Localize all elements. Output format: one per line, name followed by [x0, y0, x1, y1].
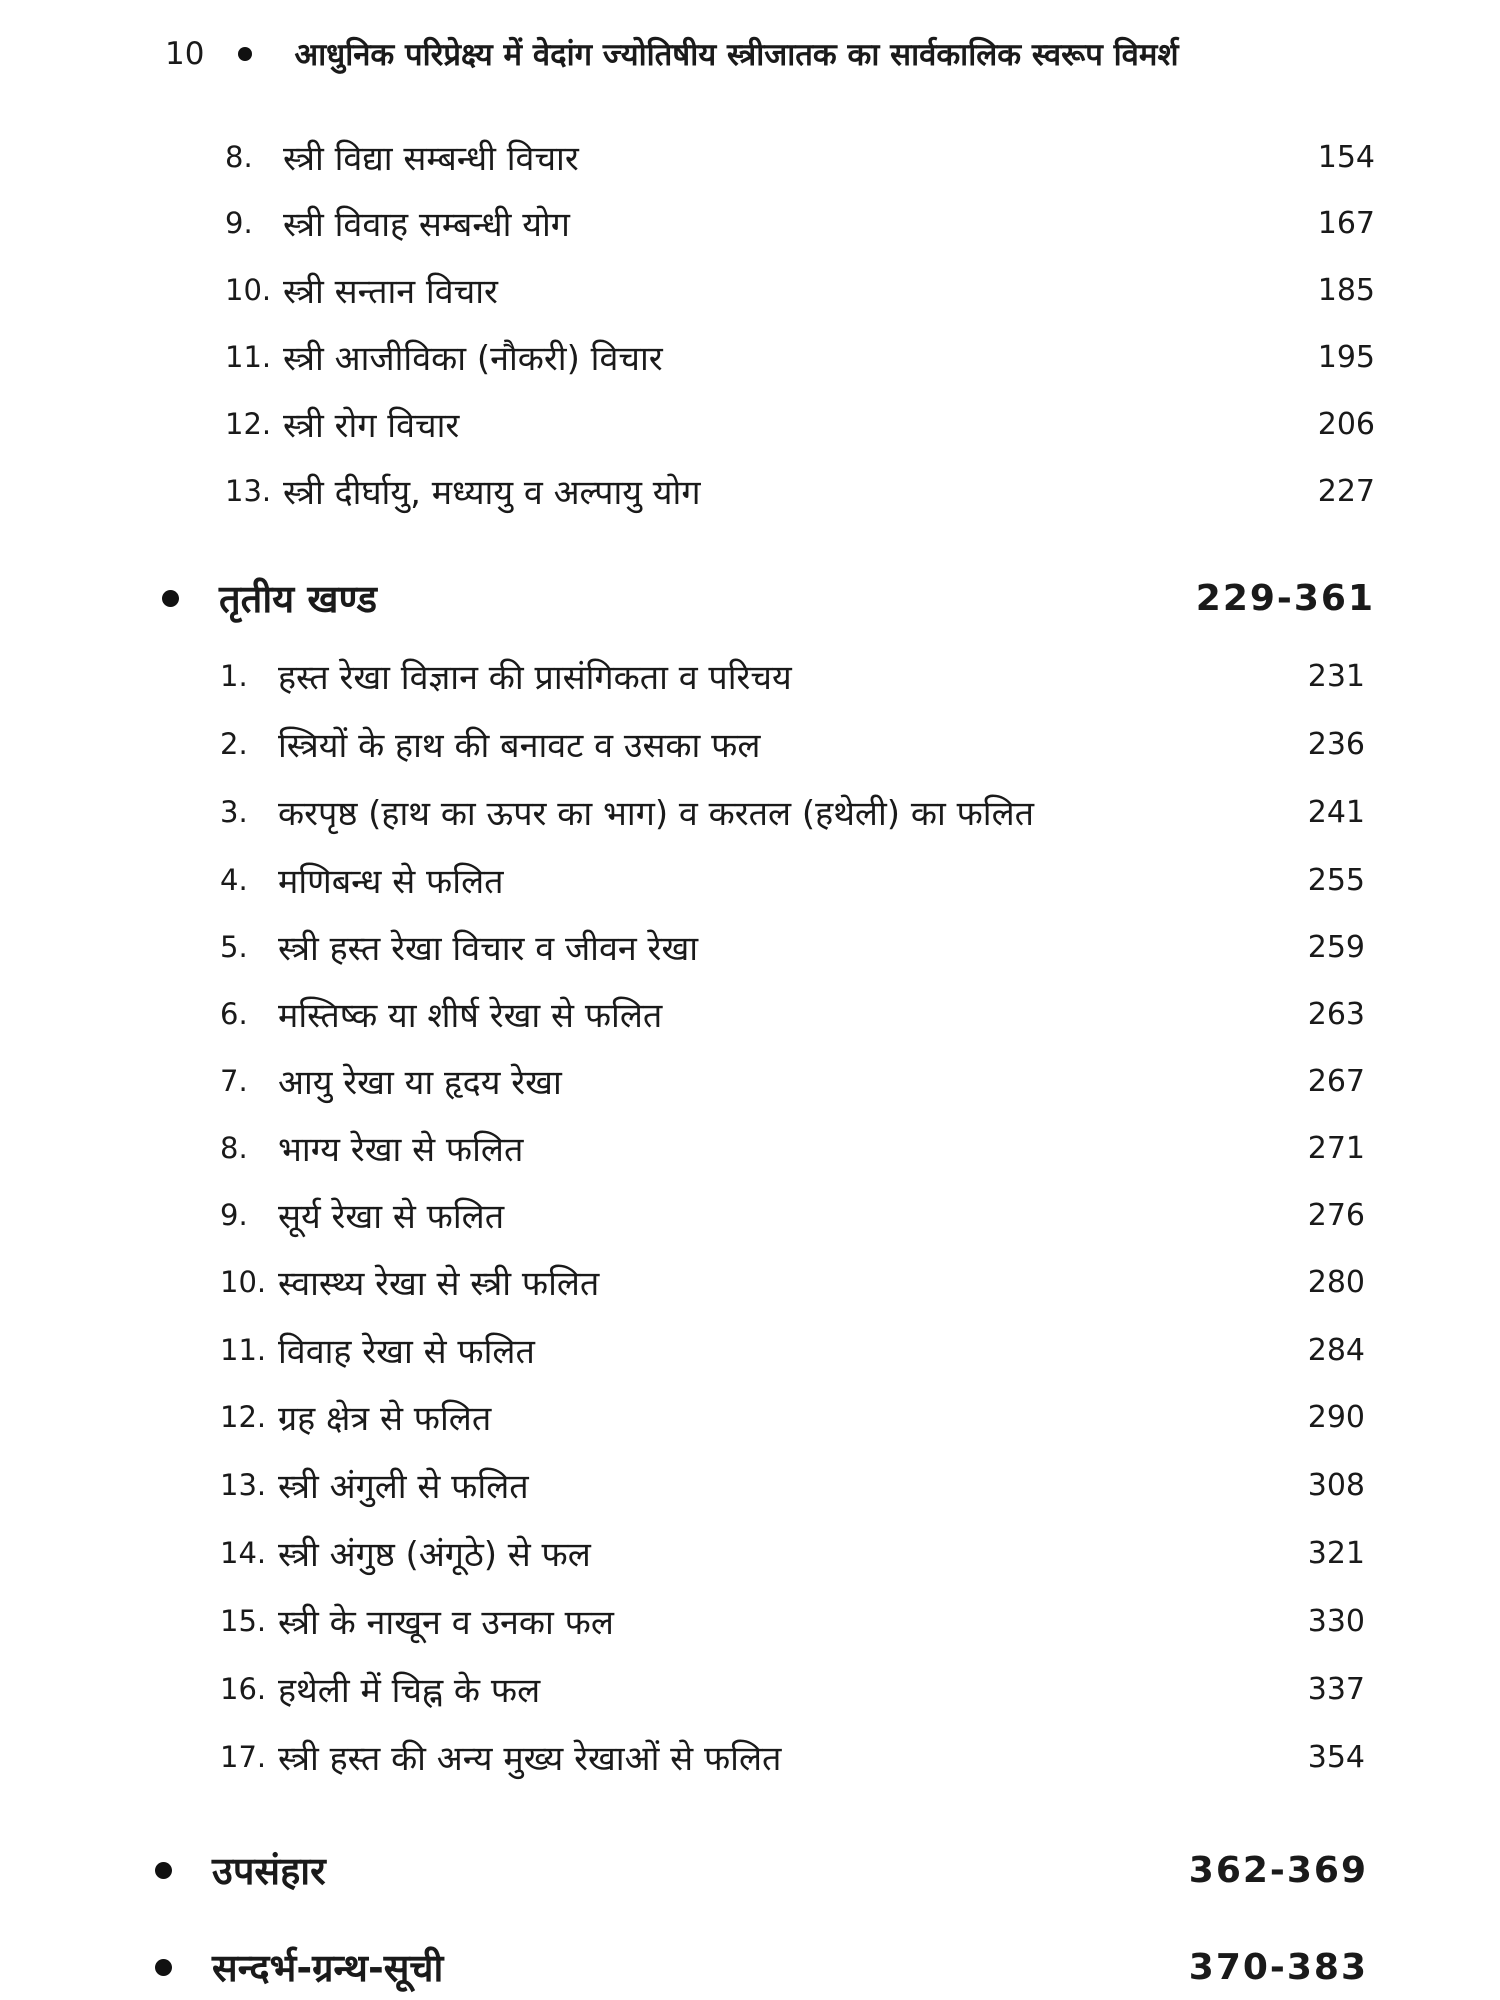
entry-title: स्त्री आजीविका (नौकरी) विचार — [283, 339, 663, 379]
toc-entry — [220, 1123, 1365, 1173]
entry-title: स्त्रियों के हाथ की बनावट व उसका फल — [278, 726, 761, 766]
entry-title: स्त्री रोग विचार — [283, 406, 460, 446]
toc-entry — [220, 989, 1365, 1039]
toc-entry — [220, 1664, 1365, 1714]
entry-title: हस्त रेखा विज्ञान की प्रासंगिकता व परिचय — [278, 658, 792, 698]
section-title: तृतीय खण्ड — [219, 577, 377, 621]
section-page-range: 229-361 — [1195, 577, 1375, 619]
entry-page: 337 — [1307, 1671, 1365, 1707]
running-header — [165, 32, 1365, 76]
entry-number: 13. — [225, 474, 272, 508]
entry-number: 1. — [220, 659, 248, 693]
entry-page: 167 — [1317, 205, 1375, 241]
toc-entry — [220, 1325, 1365, 1375]
entry-page: 267 — [1307, 1063, 1365, 1099]
toc-entry — [225, 265, 1375, 315]
toc-entry — [220, 1596, 1365, 1646]
section-heading — [162, 568, 1375, 628]
entry-page: 321 — [1307, 1535, 1365, 1571]
entry-page: 308 — [1307, 1467, 1365, 1503]
entry-page: 241 — [1307, 794, 1365, 830]
toc-entry — [220, 1732, 1365, 1782]
toc-entry — [220, 1528, 1365, 1578]
section-title: सन्दर्भ-ग्रन्थ-सूची — [212, 1946, 444, 1990]
toc-entry — [220, 1190, 1365, 1240]
entry-page: 271 — [1307, 1130, 1365, 1166]
bullet-icon — [155, 1862, 172, 1879]
entry-page: 330 — [1307, 1603, 1365, 1639]
entry-number: 5. — [220, 930, 248, 964]
toc-entry — [220, 1257, 1365, 1307]
section-heading — [155, 1840, 1368, 1900]
page-number: 10 — [165, 36, 205, 72]
section-page-range: 370-383 — [1188, 1946, 1368, 1988]
entry-number: 8. — [220, 1131, 248, 1165]
entry-number: 10. — [225, 273, 272, 307]
entry-number: 12. — [225, 407, 272, 441]
entry-title: स्त्री के नाखून व उनका फल — [278, 1603, 614, 1643]
entry-number: 10. — [220, 1265, 267, 1299]
entry-title: स्त्री सन्तान विचार — [283, 272, 498, 312]
toc-entry — [225, 332, 1375, 382]
entry-title: हथेली में चिह्न के फल — [278, 1671, 541, 1711]
entry-title: करपृष्ठ (हाथ का ऊपर का भाग) व करतल (हथेली) का फलित — [278, 794, 1035, 834]
book-title: आधुनिक परिप्रेक्ष्य में वेदांग ज्योतिषीय स्त्रीजातक का सार्वकालिक स्वरूप विमर्श — [294, 37, 1179, 73]
entry-title: भाग्य रेखा से फलित — [278, 1130, 524, 1170]
entry-title: स्त्री विवाह सम्बन्धी योग — [283, 205, 570, 245]
entry-title: स्त्री दीर्घायु, मध्यायु व अल्पायु योग — [283, 473, 701, 513]
entry-title: स्त्री विद्या सम्बन्धी विचार — [283, 139, 579, 179]
entry-number: 17. — [220, 1740, 267, 1774]
entry-page: 227 — [1317, 473, 1375, 509]
toc-entry — [225, 132, 1375, 182]
entry-page: 231 — [1307, 658, 1365, 694]
entry-page: 354 — [1307, 1739, 1365, 1775]
entry-title: स्त्री अंगुष्ठ (अंगूठे) से फल — [278, 1535, 591, 1575]
entry-number: 9. — [225, 206, 253, 240]
bullet-icon — [162, 590, 179, 607]
entry-number: 2. — [220, 727, 248, 761]
entry-page: 255 — [1307, 862, 1365, 898]
entry-number: 13. — [220, 1468, 267, 1502]
entry-number: 4. — [220, 863, 248, 897]
entry-number: 8. — [225, 140, 253, 174]
section-heading — [155, 1937, 1368, 1997]
entry-title: स्वास्थ्य रेखा से स्त्री फलित — [278, 1264, 600, 1304]
bullet-icon — [238, 47, 252, 61]
toc-entry — [225, 399, 1375, 449]
entry-page: 276 — [1307, 1197, 1365, 1233]
entry-title: स्त्री हस्त रेखा विचार व जीवन रेखा — [278, 929, 699, 969]
entry-number: 9. — [220, 1198, 248, 1232]
entry-title: मस्तिष्क या शीर्ष रेखा से फलित — [278, 996, 663, 1036]
entry-page: 284 — [1307, 1332, 1365, 1368]
entry-page: 206 — [1317, 406, 1375, 442]
entry-number: 15. — [220, 1604, 267, 1638]
entry-page: 280 — [1307, 1264, 1365, 1300]
toc-entry — [220, 922, 1365, 972]
entry-number: 11. — [220, 1333, 267, 1367]
toc-entry — [220, 1056, 1365, 1106]
entry-title: आयु रेखा या हृदय रेखा — [278, 1063, 562, 1103]
entry-page: 185 — [1317, 272, 1375, 308]
entry-number: 3. — [220, 795, 248, 829]
section-page-range: 362-369 — [1188, 1849, 1368, 1891]
entry-title: मणिबन्ध से फलित — [278, 862, 504, 902]
entry-title: स्त्री अंगुली से फलित — [278, 1467, 529, 1507]
toc-entry — [220, 1392, 1365, 1442]
entry-title: सूर्य रेखा से फलित — [278, 1197, 505, 1237]
entry-number: 6. — [220, 997, 248, 1031]
toc-entry — [220, 1460, 1365, 1510]
entry-page: 195 — [1317, 339, 1375, 375]
toc-entry — [220, 787, 1365, 837]
entry-number: 11. — [225, 340, 272, 374]
section-title: उपसंहार — [212, 1849, 326, 1893]
entry-number: 12. — [220, 1400, 267, 1434]
entry-page: 263 — [1307, 996, 1365, 1032]
toc-entry — [225, 198, 1375, 248]
entry-number: 7. — [220, 1064, 248, 1098]
entry-page: 154 — [1317, 139, 1375, 175]
bullet-icon — [155, 1959, 172, 1976]
entry-page: 259 — [1307, 929, 1365, 965]
entry-title: ग्रह क्षेत्र से फलित — [278, 1399, 492, 1439]
toc-entry — [220, 719, 1365, 769]
toc-entry — [220, 651, 1365, 701]
toc-entry — [225, 466, 1375, 516]
entry-page: 236 — [1307, 726, 1365, 762]
toc-entry — [220, 855, 1365, 905]
entry-number: 14. — [220, 1536, 267, 1570]
entry-title: विवाह रेखा से फलित — [278, 1332, 535, 1372]
entry-page: 290 — [1307, 1399, 1365, 1435]
entry-number: 16. — [220, 1672, 267, 1706]
entry-title: स्त्री हस्त की अन्य मुख्य रेखाओं से फलित — [278, 1739, 782, 1779]
